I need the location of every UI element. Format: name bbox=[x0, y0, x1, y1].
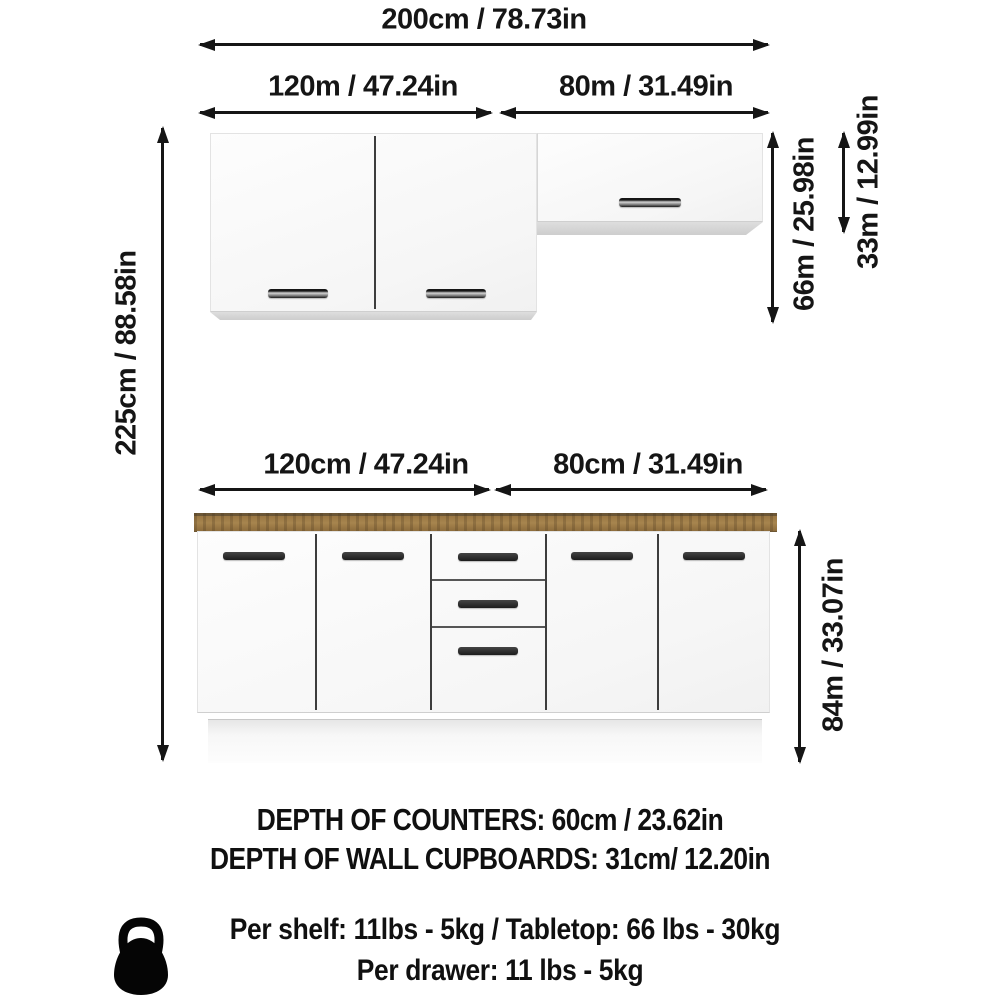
drawer-2-handle bbox=[458, 600, 518, 608]
base-divider-4 bbox=[657, 534, 659, 710]
overall-width-arrow bbox=[200, 43, 768, 46]
wall-small-door-handle bbox=[619, 198, 681, 207]
base-door-2-handle bbox=[342, 552, 404, 560]
base-left-width-arrow bbox=[200, 488, 489, 491]
load-drawer-label: Per drawer: 11 lbs - 5kg bbox=[356, 954, 644, 987]
wall-cupboard-small-underside bbox=[537, 222, 763, 235]
wall-cupboard-large-doors bbox=[210, 133, 537, 312]
drawer-divider-2 bbox=[432, 626, 545, 628]
load-shelf-tabletop-label: Per shelf: 11lbs - 5kg / Tabletop: 66 lbs - 30kg bbox=[229, 913, 781, 946]
drawer-3-handle bbox=[458, 647, 518, 655]
wall-right-door-handle bbox=[426, 289, 486, 298]
wall-cupboard-small-door bbox=[537, 133, 763, 222]
wall-left-width-label: 120m / 47.24in bbox=[268, 70, 458, 103]
wall-right-width-label: 80m / 31.49in bbox=[558, 70, 734, 103]
kettlebell-weight-icon bbox=[110, 916, 172, 996]
wall-cupboard-large bbox=[210, 133, 537, 320]
base-divider-3 bbox=[545, 534, 547, 710]
base-door-3-handle bbox=[571, 552, 633, 560]
wall-left-door-handle bbox=[268, 289, 328, 298]
overall-height-label: 225cm / 88.58in bbox=[110, 250, 143, 456]
wall-tall-height-label: 66m / 25.98in bbox=[788, 136, 821, 312]
wall-short-height-arrow bbox=[842, 133, 845, 232]
drawer-divider-1 bbox=[432, 579, 545, 581]
drawer-1-handle bbox=[458, 553, 518, 561]
base-left-width-label: 120cm / 47.24in bbox=[263, 448, 469, 481]
base-door-1-handle bbox=[223, 552, 285, 560]
base-right-width-label: 80cm / 31.49in bbox=[553, 448, 743, 481]
base-door-4-handle bbox=[683, 552, 745, 560]
base-height-label: 84m / 33.07in bbox=[817, 557, 850, 733]
depth-of-counters-note: DEPTH OF COUNTERS: 60cm / 23.62in bbox=[256, 802, 724, 837]
base-divider-2 bbox=[430, 534, 432, 710]
wall-door-divider bbox=[374, 136, 376, 309]
wall-tall-height-arrow bbox=[771, 133, 774, 322]
base-cabinet bbox=[197, 531, 770, 717]
wall-cupboard-large-underside bbox=[210, 312, 537, 320]
wall-short-height-label: 33m / 12.99in bbox=[852, 94, 885, 270]
base-cabinet-front bbox=[197, 531, 770, 713]
countertop bbox=[194, 513, 777, 532]
depth-of-wall-cupboards-note: DEPTH OF WALL CUPBOARDS: 31cm/ 12.20in bbox=[210, 841, 770, 876]
base-right-width-arrow bbox=[496, 488, 766, 491]
wall-left-width-arrow bbox=[200, 111, 491, 114]
plinth bbox=[208, 719, 762, 763]
base-divider-1 bbox=[315, 534, 317, 710]
wall-cupboard-small bbox=[537, 133, 763, 235]
overall-width-label: 200cm / 78.73in bbox=[381, 3, 587, 36]
base-height-arrow bbox=[798, 531, 801, 762]
overall-height-arrow bbox=[161, 128, 164, 760]
wall-right-width-arrow bbox=[501, 111, 768, 114]
